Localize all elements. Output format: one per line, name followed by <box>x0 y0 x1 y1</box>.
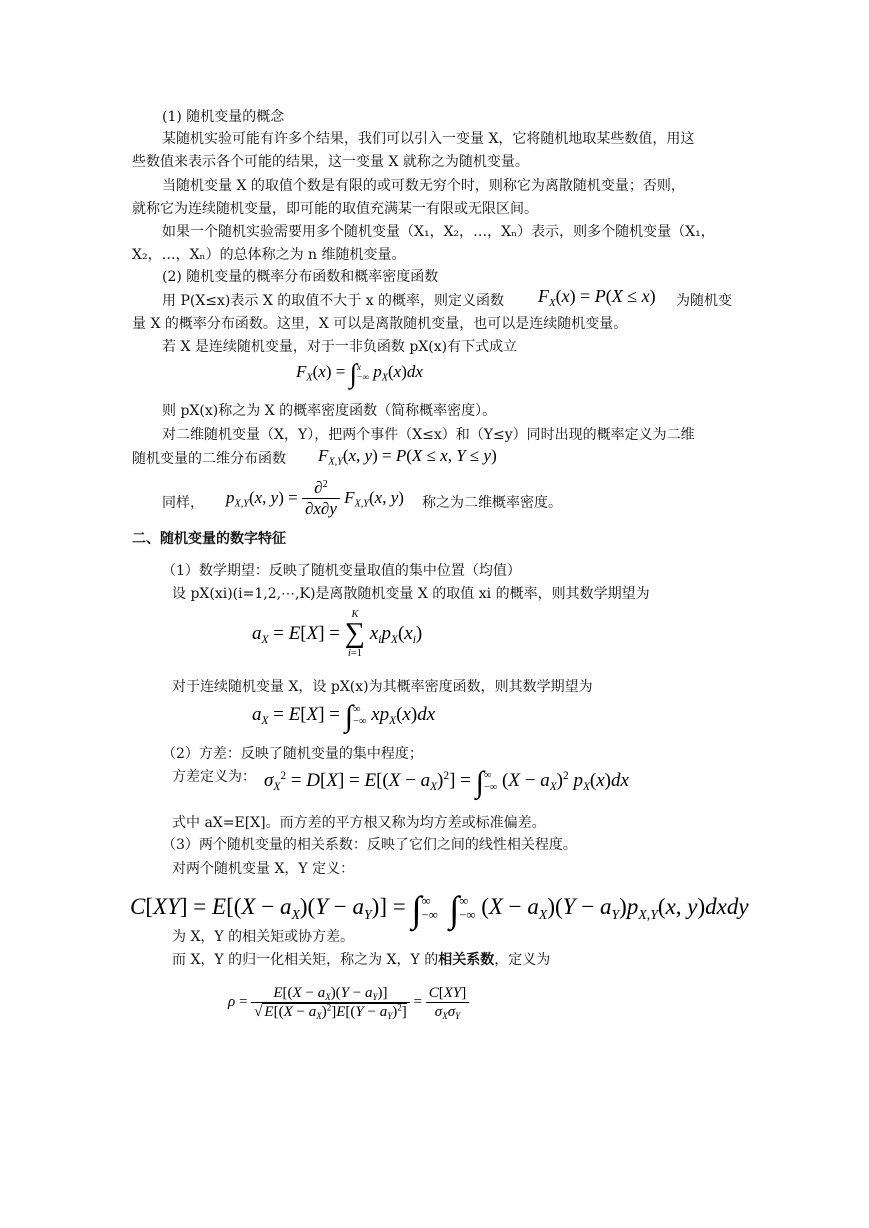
paragraph-line: 当随机变量 X 的取值个数是有限的或可数无穷个时，则称它为离散随机变量；否则， <box>162 178 685 194</box>
subsection-title: （3）两个随机变量的相关系数：反映了它们之间的线性相关程度。 <box>162 837 577 853</box>
paragraph-line: 对于连续随机变量 X，设 pX(x)为其概率密度函数，则其数学期望为 <box>172 679 593 695</box>
paragraph-line: 些数值来表示各个可能的结果，这一变量 X 就称之为随机变量。 <box>132 154 529 170</box>
paragraph-line: 如果一个随机实验需要用多个随机变量（X₁，X₂，…，Xₙ）表示，则多个随机变量（X₁， <box>162 224 715 240</box>
equation-mean-discrete: $a_X = E[X]$ = K ∑ i=1 $x_ip_X(x_i)$ <box>252 609 423 659</box>
section-title: (2) 随机变量的概率分布函数和概率密度函数 <box>162 269 439 285</box>
equation-mean-continuous: $a_X = E[X]$ = ∫ ∞ −∞ $xp_X(x)dx$ <box>252 699 436 734</box>
paragraph-line: 为 X，Y 的相关矩或协方差。 <box>172 929 355 945</box>
equation-variance: $\sigma_X^2 = D[X] = E[(X - a_X)^2]$ = ∫ ∞ −∞ $(X - a_X)^2$ $p_X(x)dx$ <box>264 765 629 800</box>
paragraph-text: ，定义为 <box>494 952 551 968</box>
paragraph-line: 对两个随机变量 X，Y 定义： <box>172 861 355 877</box>
equation-covariance: $C[XY] = E[(X - a_X)(Y - a_Y)]$ = ∫ ∞ −∞ ∫ ∞ −∞ $(X - a_X)(Y - a_Y)p_{X,Y}(x$, y)dxdy <box>130 888 749 930</box>
equation-joint-pdf: $p_{X,Y}(x$, y) = $\frac{\partial^2}{\partial x\partial y}$ $F_{X,Y}(x$, y) <box>226 478 404 519</box>
subsection-title: （2）方差：反映了随机变量的集中程度； <box>162 746 423 762</box>
equation-cdf: $F_X(x) = P(X \le x)$ <box>538 286 656 309</box>
paragraph-line: 某随机实验可能有许多个结果，我们可以引入一变量 X，它将随机地取某些数值，用这 <box>162 131 695 147</box>
paragraph-line: X₂，…，Xₙ）的总体称之为 n 维随机变量。 <box>132 247 406 263</box>
bold-term: 相关系数 <box>438 952 495 968</box>
paragraph-line: 若 X 是连续随机变量，对于一非负函数 pX(x)有下式成立 <box>162 339 518 355</box>
paragraph-line: 对二维随机变量（X，Y），把两个事件（X≤x）和（Y≤y）同时出现的概率定义为二维 <box>162 427 695 443</box>
paragraph-line: 随机变量的二维分布函数 <box>132 451 286 467</box>
equation-cdf-integral: $F_X(x)$ = ∫ x −∞ $p_X(x)dx$ <box>296 358 423 389</box>
paragraph-line: 称之为二维概率密度。 <box>422 495 562 511</box>
paragraph-line <box>172 951 550 969</box>
section-title: (1) 随机变量的概念 <box>162 109 285 125</box>
paragraph-line: 方差定义为： <box>172 769 256 785</box>
section-heading: 二、随机变量的数字特征 <box>132 531 286 547</box>
paragraph-line: 设 pX(xi)(i=1,2,⋯,K)是离散随机变量 X 的取值 xi 的概率，则其数学期望为 <box>172 586 650 602</box>
paragraph-line: 用 P(X≤x)表示 X 的取值不大于 x 的概率，则定义函数 <box>162 293 505 309</box>
equation-correlation-coefficient: ρ = $\frac{E[(X - a_X)(Y - a_Y)]}{√ E[(X - a_X)^2]E[(Y - a_Y)^2]}$ = $\frac{C[XY]}{\sigma_X\sigma_Y}$ <box>228 984 469 1021</box>
paragraph-line: 则 pX(x)称之为 X 的概率密度函数（简称概率密度）。 <box>162 403 497 419</box>
paragraph-line: 同样， <box>162 495 204 511</box>
paragraph-line: 量 X 的概率分布函数。这里，X 可以是离散随机变量，也可以是连续随机变量。 <box>132 316 628 332</box>
paragraph-line: 就称它为连续随机变量，即可能的取值充满某一有限或无限区间。 <box>132 201 538 217</box>
paragraph-line: 式中 aX=E[X]。而方差的平方根又称为均方差或标准偏差。 <box>172 815 546 831</box>
subsection-title: （1）数学期望：反映了随机变量取值的集中位置（均值） <box>162 563 521 579</box>
paragraph-line: 为随机变 <box>676 293 732 309</box>
paragraph-text: 而 X，Y 的归一化相关矩，称之为 X，Y 的 <box>172 952 439 968</box>
equation-joint-cdf: $F_{X,Y}(x$, y) = P(X ≤ x, Y ≤ y) <box>318 446 497 468</box>
